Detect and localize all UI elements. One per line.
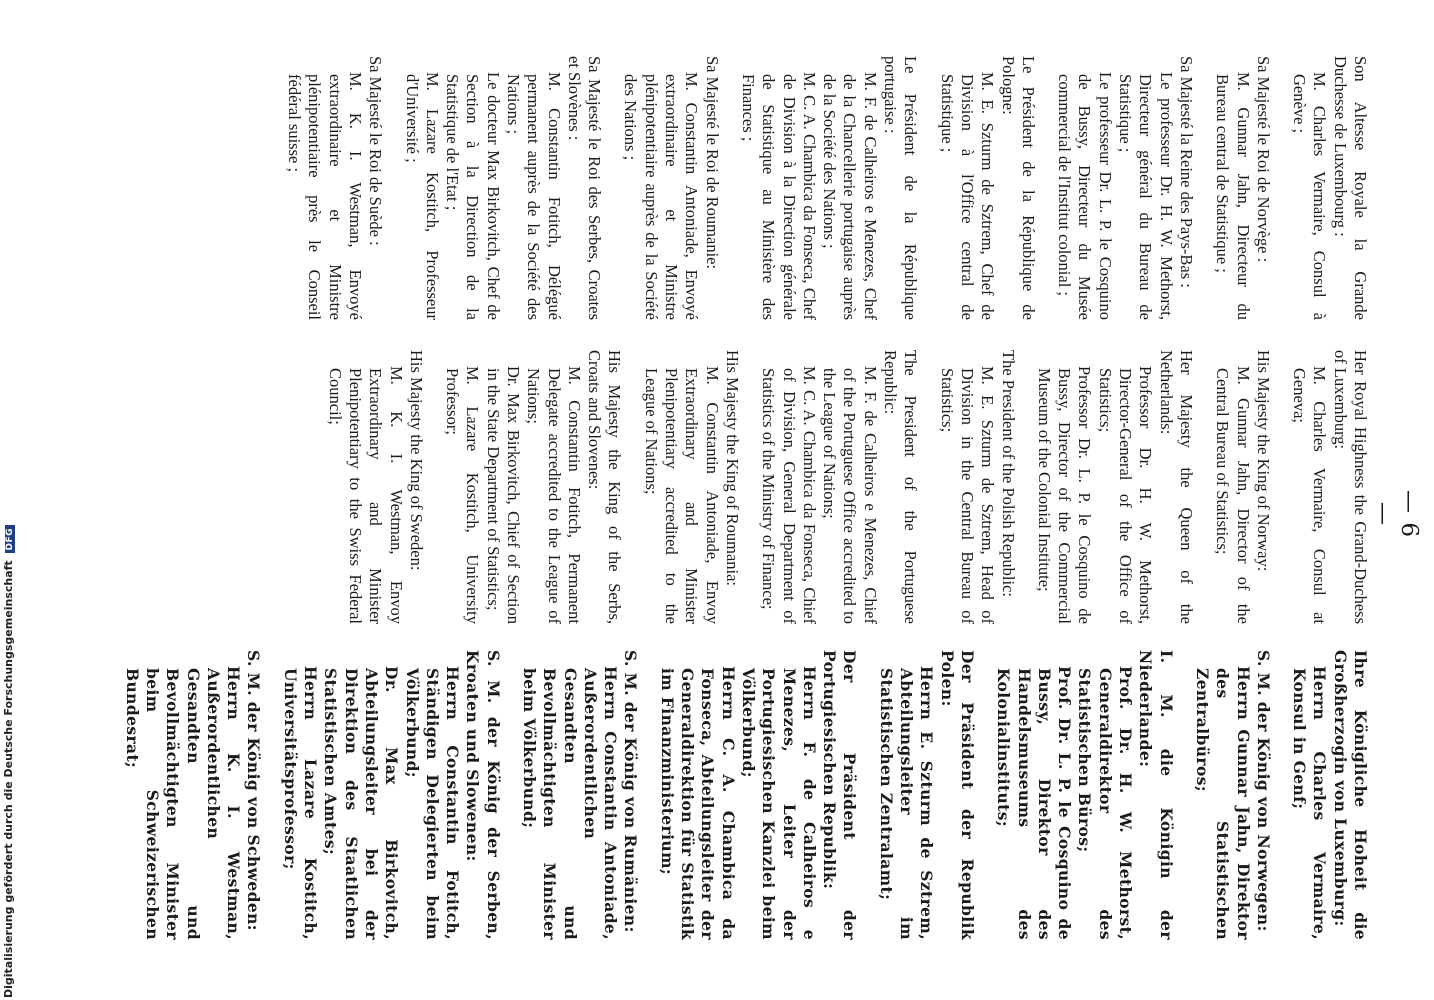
sovereign-line: Sa Majesté le Roi de Roumanie:	[702, 56, 722, 270]
signatory-block	[324, 350, 425, 624]
plenipotentiary-line: Herrn F. de Calheiros e Menezes, Leiter der Portugiesischen Kanzlei beim Völkerbund;	[738, 666, 819, 940]
plenipotentiary-line: Le professeur Dr. H. W. Methorst, Directeur général du Bureau de Statistique ;	[1116, 72, 1176, 320]
signatory-block	[279, 650, 502, 940]
plenipotentiary-line: M. Constantin Antoniade, Envoy Extraordinary and Minister Plenipotentiary accredited to the League of Nations;	[641, 366, 722, 624]
plenipotentiary-line: Professor Dr. L. P. le Cosquino de Bussy, Director of the Commercial Museum of the Colonial Institute;	[1034, 366, 1095, 624]
plenipotentiary-line: Herrn Gunnar Jahn, Direktor des Statistischen Zentralbüros;	[1192, 666, 1253, 940]
plenipotentiary-line: M. Gunnar Jahn, Directeur du Bureau central de Statistique ;	[1213, 72, 1253, 320]
sovereign-line: The President of the Portuguese Republic:	[881, 350, 921, 624]
plenipotentiary-line: M. Gunnar Jahn, Director of the Central Bureau of Statistics;	[1213, 366, 1253, 624]
sovereign-line: S. M. der König von Norwegen:	[1253, 650, 1273, 932]
plenipotentiary-line: M. C. A. Chambica da Fonseca, Chef de Division à la Direction générale de Statistique au Ministère des Finances ;	[738, 72, 819, 320]
signatory-block	[1289, 650, 1370, 940]
sovereign-line: His Majesty the King of Roumania:	[722, 350, 742, 587]
french-column	[0, 56, 1370, 320]
plenipotentiary-line: M. Lazare Kostitch, University Professor;	[443, 366, 483, 624]
plenipotentiary-line: Herrn Constantin Fotitch, Ständigen Delegierten beim Völkerbund;	[402, 666, 463, 940]
plenipotentiary-line: Herrn Constantin Antoniade, Außerordentlichen Gesandten und Bevollmächtigten Minister beim Völkerbund;	[520, 666, 621, 940]
plenipotentiary-line: M. Charles Vermaire, Consul at Geneva;	[1290, 366, 1330, 624]
dfg-logo: DFG	[5, 525, 15, 554]
plenipotentiary-line: M. Constantin Fotitch, Délégué permanent auprès de la Société des Nations ;	[504, 72, 564, 320]
signatory-block	[1212, 350, 1273, 624]
signatory-block	[1034, 350, 1196, 624]
plenipotentiary-line: Professor Dr. H. W. Methorst, Director-General of the Office of Statistics;	[1095, 366, 1156, 624]
plenipotentiary-line: M. Constantin Fotitch, Permanent Delegate accredited to the League of Nations;	[524, 366, 584, 624]
sovereign-line: Der Präsident der Portugiesischen Republik:	[820, 650, 860, 940]
sovereign-line: S. M. der König von Rumänien:	[621, 650, 641, 933]
plenipotentiary-line: M. F. de Calheiros e Menezes, Chief of the Portuguese Office accredited to the League of Nations;	[820, 366, 880, 624]
plenipotentiary-line: M. K. I. Westman, Envoy Extraordinary and Minister Plenipotentiary to the Swiss Federal Council;	[325, 366, 406, 624]
plenipotentiary-line: Dr. Max Birkovitch, Chief of Section in the State Department of Statistics;	[483, 366, 524, 624]
signatory-block	[657, 650, 860, 940]
signatory-block	[284, 56, 385, 320]
sovereign-line: His Majesty the King of Sweden:	[406, 350, 426, 571]
plenipotentiary-line: M. E. Szturm de Sztrem, Head of Division in the Central Bureau of Statistics;	[937, 366, 998, 624]
signatory-block	[1192, 650, 1273, 940]
signatory-block	[1289, 56, 1370, 320]
signatory-block	[936, 56, 1037, 320]
sovereign-line: Sa Majesté le Roi de Norvège :	[1253, 56, 1273, 263]
plenipotentiary-line: Prof. Dr. H. W. Methorst, Generaldirektor des Statistischen Büros;	[1075, 666, 1136, 940]
plenipotentiary-line: Herrn C. A. Chambica da Fonseca, Abteilungsleiter der Generaldirektion für Statistik im Finanzministerium;	[657, 666, 738, 940]
sovereign-line: Sa Majesté le Roi des Serbes, Croates et Slovènes :	[564, 56, 605, 320]
sovereign-line: S. M. der König von Schweden:	[244, 650, 264, 931]
sovereign-line: Her Royal Highness the Grand-Duchess of Luxemburg:	[1330, 350, 1370, 624]
plenipotentiary-line: M. Lazare Kostitch, Professeur d'Université ;	[402, 72, 442, 320]
sovereign-line: Der Präsident der Republik Polen:	[937, 650, 977, 940]
signatory-block	[993, 650, 1176, 940]
signatory-block	[442, 350, 625, 624]
signatory-block	[936, 350, 1017, 624]
sovereign-line: Le Président de la République de Pologne:	[998, 56, 1038, 320]
signatory-block	[519, 650, 641, 940]
plenipotentiary-line: M. K. I. Westman, Envoyé extraordinaire et Ministre plénipotentiaire près le Conseil fédéral suisse ;	[285, 72, 365, 320]
signatory-block	[1212, 56, 1273, 320]
plenipotentiary-line: M. Charles Vermaire, Consul à Genève ;	[1290, 72, 1330, 320]
plenipotentiary-line: Herrn Charles Vermaire, Konsul in Genf;	[1290, 666, 1330, 940]
sovereign-line: Son Altesse Royale la Grande Duchesse de Luxembourg :	[1330, 56, 1370, 320]
plenipotentiary-line: Herrn Lazare Kostitch, Universitätsprofessor;	[280, 666, 321, 940]
plenipotentiary-line: Le professeur Dr. L. P. le Cosquino de Bussy, Directeur du Musée commercial de l'Institut colonial ;	[1055, 72, 1115, 320]
sovereign-line: Sa Majesté la Reine des Pays-Bas :	[1176, 56, 1196, 288]
plenipotentiary-line: M. Constantin Antoniade, Envoyé extraordinaire et Ministre plénipotentiaire auprès de la Société des Nations ;	[621, 72, 702, 320]
signatory-block	[738, 56, 921, 320]
sovereign-line: His Majesty the King of Norway:	[1253, 350, 1273, 572]
signatory-block	[1289, 350, 1370, 624]
plenipotentiary-line: M. C. A. Chambica da Fonseca, Chief of Division, General Department of Statistics of the Ministry of Finance;	[759, 366, 819, 624]
sovereign-line: His Majesty the King of the Serbs, Croats and Slovenes:	[585, 350, 625, 624]
signatory-block	[121, 650, 263, 940]
signatory-block	[620, 56, 721, 320]
german-column	[0, 650, 1370, 940]
signatory-block	[401, 56, 604, 320]
digitization-note-text: Digitalisierung gefördert durch die Deutsche Forschungsgemeinschaft	[2, 560, 15, 998]
sovereign-line: S. M. der König der Serben, Kroaten und Slowenen:	[463, 650, 503, 940]
sovereign-line: Her Majesty the Queen of the Netherlands:	[1156, 350, 1196, 624]
sovereign-line: Le Président de la République portugaise :	[881, 56, 921, 320]
signatory-block	[641, 350, 742, 624]
sovereign-line: I. M. die Königin der Niederlande:	[1136, 650, 1176, 940]
digitization-note	[2, 527, 22, 998]
sovereign-line: The President of the Polish Republic:	[998, 350, 1018, 598]
plenipotentiary-line: Herrn K. I. Westman, Außerordentlichen Gesandten und Bevollmächtigten Minister beim Schweizerischen Bundesrat;	[122, 666, 244, 940]
plenipotentiary-line: Prof. Dr. L. P. le Cosquino de Bussy, Direktor des Handelsmuseums des Kolonialinstituts;	[994, 666, 1075, 940]
plenipotentiary-line: M. F. de Calheiros e Menezes, Chef de la Chancellerie portugaise auprès de la Société des Nations ;	[820, 72, 880, 320]
signatory-block	[758, 350, 920, 624]
plenipotentiary-line: Le docteur Max Birkovitch, Chef de Section à la Direction de la Statistique de l'Etat ;	[443, 72, 503, 320]
english-column	[0, 350, 1370, 624]
page-number: — 6 —	[1370, 490, 1422, 538]
signatory-block	[875, 650, 976, 940]
signatory-block	[1054, 56, 1196, 320]
sovereign-line: Ihre Königliche Hoheit die Großherzogin von Luxemburg:	[1330, 650, 1370, 940]
plenipotentiary-line: M. E. Szturm de Sztrem, Chef de Division à l'Office central de Statistique ;	[937, 72, 998, 320]
sovereign-line: Sa Majesté le Roi de Suède :	[366, 56, 386, 246]
plenipotentiary-line: Dr. Max Birkovitch, Abteilungsleiter bei der Direktion des Staatlichen Statistischen Amtes;	[321, 666, 402, 940]
plenipotentiary-line: Herrn E. Szturm de Sztrem, Abteilungsleiter im Statistischen Zentralamt;	[876, 666, 937, 940]
